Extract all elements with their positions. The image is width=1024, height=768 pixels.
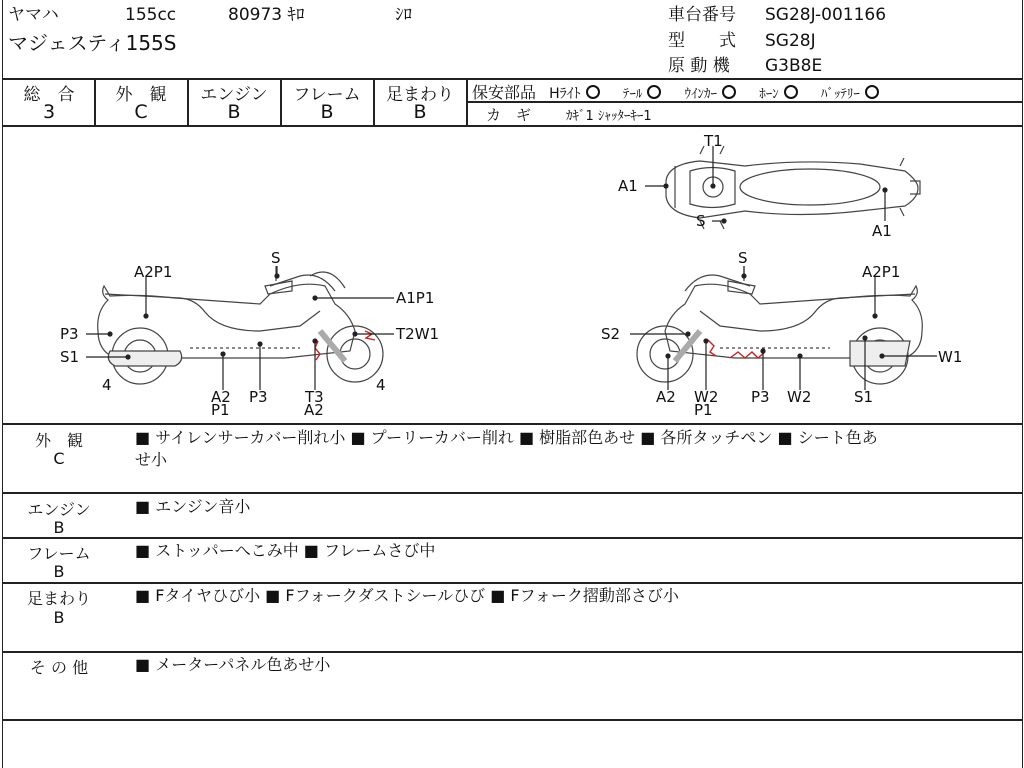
exterior-grade-label: 外 観 [115, 85, 167, 105]
note-exterior-grade: C [53, 449, 65, 468]
engine-grade-value: B [227, 101, 241, 123]
safety-parts-row [472, 80, 879, 103]
label-p3: P3 [249, 388, 268, 406]
mileage: 80973 ｷﾛ [228, 5, 305, 25]
label-a1: A1 [872, 222, 892, 240]
note-other-label: そ の 他 [29, 658, 89, 677]
label-4: 4 [102, 376, 112, 394]
headlight-label: Hﾗｲﾄ [549, 86, 581, 102]
model-name: マジェスティ155S [8, 31, 177, 55]
note-exterior-items-cont: せ小 [135, 450, 168, 469]
note-engine-label: エンジン [27, 500, 91, 519]
label-4: 4 [376, 376, 386, 394]
headlight-ok-icon [586, 85, 600, 99]
label-t1: T1 [704, 132, 723, 150]
winker-ok-icon [722, 85, 736, 99]
divider [2, 651, 1023, 653]
label-a2: A2 [656, 388, 676, 406]
divider [2, 423, 1023, 425]
label-w1: W1 [938, 348, 963, 366]
winker-label: ｳｲﾝｶｰ [684, 87, 718, 102]
note-exterior-items: ■ サイレンサーカバー削れ小 ■ プーリーカバー削れ ■ 樹脂部色あせ ■ 各所タッチペン ■ シート色あ [135, 428, 878, 447]
note-frame-label: フレーム [27, 544, 91, 563]
label-s1: S1 [60, 348, 80, 366]
label-a2: A2 [211, 388, 231, 406]
safety-label: 保安部品 [472, 83, 537, 102]
label-a2p1: A2P1 [134, 263, 173, 281]
maker: ヤマハ [8, 5, 59, 25]
type-value: SG28J [765, 31, 816, 51]
color: ｼﾛ [395, 5, 412, 25]
label-s: S [696, 212, 706, 230]
label-s: S [738, 249, 748, 267]
note-frame-items: ■ ストッパーへこみ中 ■ フレームさび中 [135, 541, 436, 560]
note-engine-items: ■ エンジン音小 [135, 497, 251, 516]
note-frame-grade: B [53, 562, 65, 581]
label-a1: A1 [618, 177, 638, 195]
overall-grade-label: 総 合 [23, 85, 75, 105]
label-a1p1: A1P1 [396, 289, 435, 307]
label-t3: T3 [305, 388, 324, 406]
divider [2, 492, 1023, 494]
tail-label: ﾃｰﾙ [622, 87, 643, 102]
suspension-grade-value: B [413, 101, 427, 123]
label-s2: S2 [601, 325, 621, 343]
horn-ok-icon [784, 85, 798, 99]
overall-grade-value: 3 [42, 101, 56, 123]
note-suspension-label: 足まわり [26, 589, 91, 608]
note-other-items: ■ メーターパネル色あせ小 [135, 655, 331, 674]
frame-no: SG28J-001166 [765, 5, 887, 25]
displacement: 155cc [125, 5, 177, 25]
horn-label: ﾎｰﾝ [759, 87, 779, 102]
label-s1: S1 [854, 388, 874, 406]
note-suspension-grade: B [53, 608, 65, 627]
frame-grade-value: B [320, 101, 334, 123]
frame-grade-label: フレーム [293, 85, 361, 105]
suspension-grade-label: 足まわり [386, 85, 454, 105]
key-label: カ ギ [486, 106, 532, 124]
label-p1: P1 [211, 401, 230, 419]
key-value: ｶｷﾞ1 ｼｬｯﾀｰｷｰ1 [566, 109, 652, 124]
battery-ok-icon [865, 85, 879, 99]
note-engine-grade: B [53, 518, 65, 537]
damage-diagram [0, 126, 1024, 423]
label-p3: P3 [751, 388, 770, 406]
note-suspension-items: ■ Fタイヤひび小 ■ Fフォークダストシールひび ■ Fフォーク摺動部さび小 [135, 586, 679, 605]
divider [2, 537, 1023, 539]
label-a2p1: A2P1 [862, 263, 901, 281]
type-label: 型 式 [668, 31, 736, 51]
exterior-grade-value: C [134, 101, 148, 123]
tail-ok-icon [647, 85, 661, 99]
engine-model-label: 原 動 機 [668, 56, 730, 76]
label-t2w1: T2W1 [396, 325, 440, 343]
frame-no-label: 車台番号 [668, 5, 736, 25]
right-side-scooter [637, 266, 922, 384]
note-exterior-label: 外 観 [34, 431, 83, 450]
label-w2: W2 [694, 388, 719, 406]
engine-grade-label: エンジン [200, 85, 268, 105]
battery-label: ﾊﾞｯﾃﾘｰ [820, 87, 860, 102]
divider [2, 582, 1023, 584]
label-s: S [271, 249, 281, 267]
divider [466, 78, 468, 126]
left-side-scooter [98, 266, 383, 384]
divider [2, 719, 1023, 721]
label-p1: P1 [694, 401, 713, 419]
engine-model-value: G3B8E [765, 56, 823, 76]
label-p3: P3 [60, 325, 79, 343]
label-a2: A2 [304, 401, 324, 419]
label-w2: W2 [787, 388, 812, 406]
